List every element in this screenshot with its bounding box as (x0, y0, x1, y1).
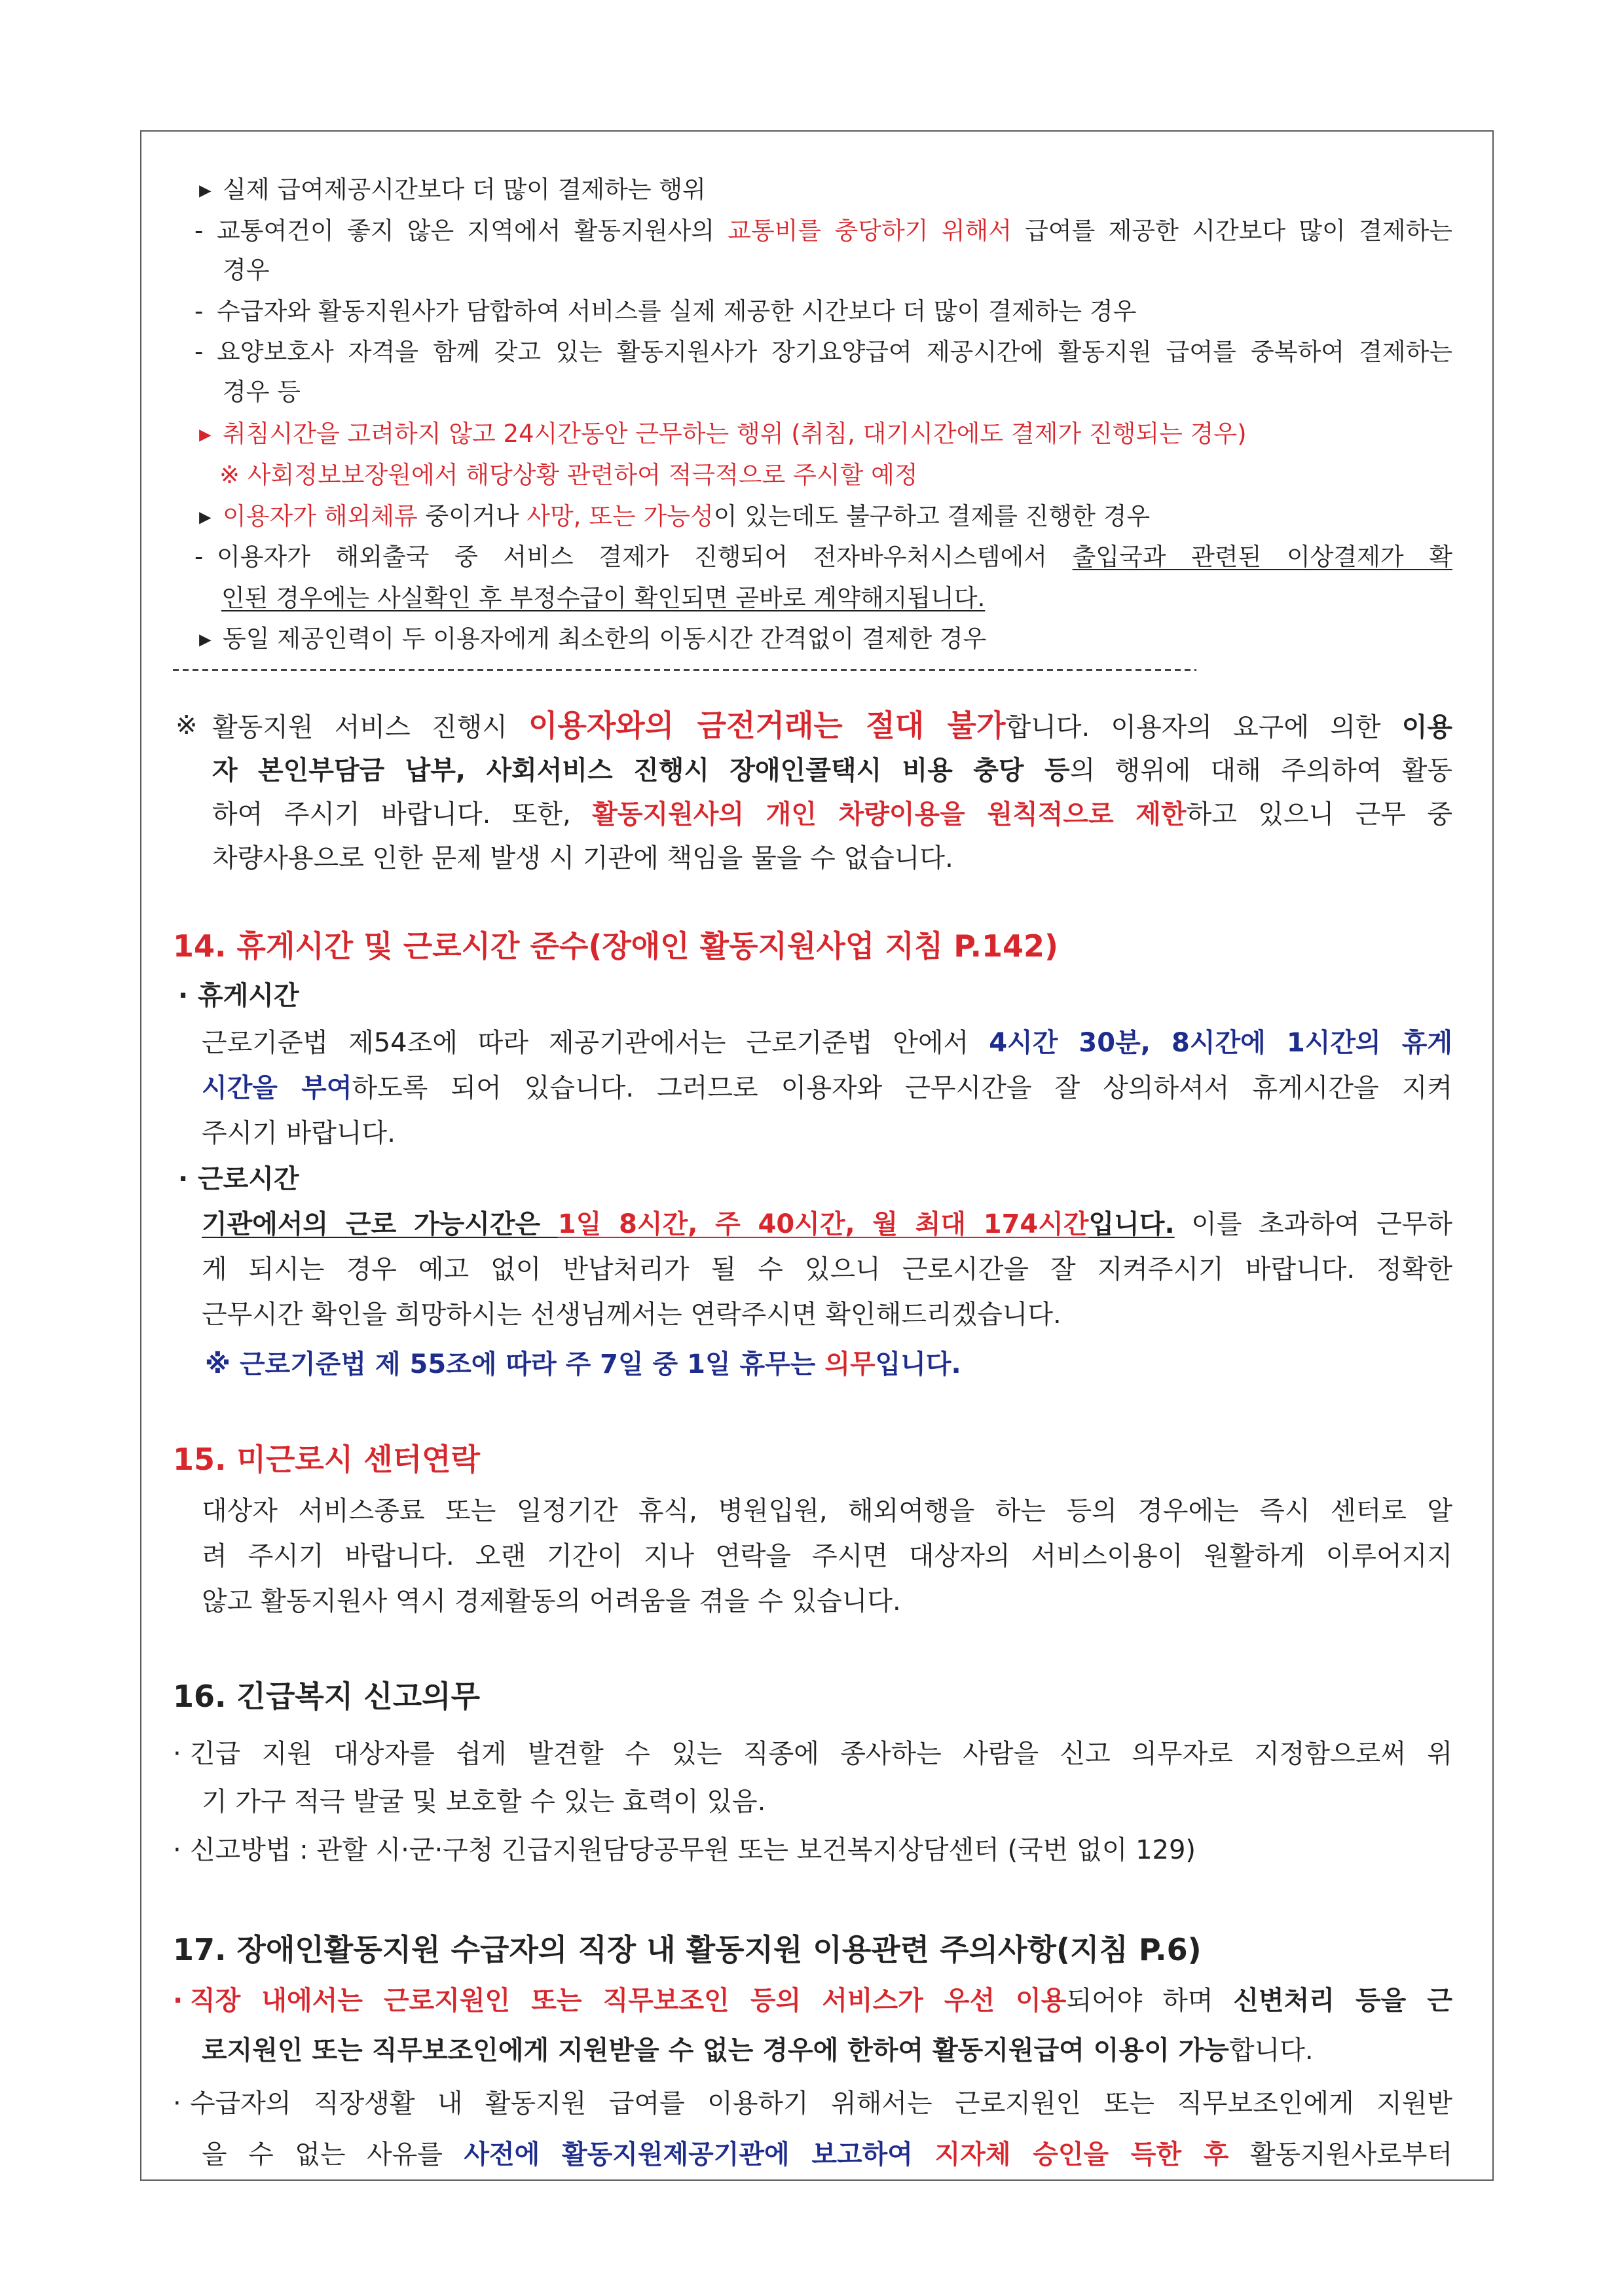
section-17-item-line (173, 1982, 1452, 2019)
text-run: 수급자의 직장생활 내 활동지원 급여를 이용하기 위해서는 근로지원인 또는 직무보조인에게 지원받 (190, 2088, 1452, 2119)
text-run: 16. 긴급복지 신고의무 (173, 1679, 481, 1714)
break-time-label (178, 977, 299, 1014)
bullet-marker: - (194, 543, 204, 571)
section-16-item-line (173, 1736, 1452, 1772)
text-run: 14. 휴게시간 및 근로시간 준수(장애인 활동지원사업 지침 P.142) (173, 928, 1058, 964)
text-run: 4시간 30분, 8시간에 1시간의 휴게 (989, 1028, 1452, 1058)
text-run: 이를 초과하여 근무하 (1174, 1209, 1452, 1239)
bullet-marker: ▸ (199, 175, 212, 204)
bullet-marker: · (178, 981, 189, 1011)
text-run: 17. 장애인활동지원 수급자의 직장 내 활동지원 이용관련 주의사항(지침 P.6) (173, 1932, 1202, 1967)
text-run: 이 있는데도 불구하고 결제를 진행한 경우 (713, 502, 1151, 530)
text-run: 신고방법 : 관할 시·군·구청 긴급지원담당공무원 또는 보건복지상담센터 (국번 없이 129) (190, 1835, 1196, 1865)
text-run: 사전에 활동지원제공기관에 보고하여 (464, 2140, 935, 2170)
text-run: 하고 있으니 근무 중 (1186, 799, 1452, 829)
section-17-heading (173, 1930, 1202, 1969)
section-16-item-line (202, 1783, 766, 1820)
text-run: 합니다. (1228, 2035, 1314, 2066)
text-run: 취침시간을 고려하지 않고 24시간동안 근무하는 행위 (취침, 대기시간에도 결제가 진행되는 경우) (223, 420, 1247, 448)
text-run: 차량사용으로 인한 문제 발생 시 기관에 책임을 물을 수 없습니다. (212, 843, 953, 873)
bullet-marker: · (178, 1164, 189, 1194)
text-run: 하도록 되어 있습니다. 그러므로 이용자와 근무시간을 잘 상의하셔서 휴게시간을 지켜 (352, 1073, 1452, 1103)
bullet-marker: - (194, 338, 204, 366)
text-run: 되어야 하며 (1066, 1986, 1234, 2016)
work-hours-label (178, 1161, 299, 1197)
text-run: 교통여건이 좋지 않은 지역에서 활동지원사의 (217, 217, 728, 245)
text-run: 근로기준법 제54조에 따라 제공기관에서는 근로기준법 안에서 (202, 1028, 989, 1058)
text-run: 이용자와의 금전거래는 절대 불가 (528, 708, 1006, 743)
text-run: 대상자 서비스종료 또는 일정기간 휴식, 병원입원, 해외여행을 하는 등의 경우에는 즉시 센터로 알 (202, 1496, 1452, 1526)
text-run: 자 본인부담금 납부, 사회서비스 진행시 장애인콜택시 비용 충당 등 (212, 756, 1070, 786)
text-run: 입니다. (875, 1349, 961, 1379)
text-run: 주시기 바랍니다. (202, 1118, 396, 1148)
text-run: 근로시간 (198, 1164, 299, 1194)
text-run: 이용자가 해외체류 (223, 502, 418, 530)
section-15-body-line (202, 1493, 1452, 1529)
text-run: 기관에서의 근로 가능시간은 (202, 1209, 558, 1239)
break-time-body-line (202, 1115, 396, 1152)
bullet-marker: · (173, 1986, 183, 2016)
work-hours-body-line (202, 1251, 1452, 1288)
text-run: 합니다. 이용자의 요구에 의한 (1005, 712, 1402, 742)
bullet-marker: · (173, 1739, 181, 1769)
bullet-marker: ▸ (199, 502, 212, 530)
text-run: 급여를 제공한 시간보다 많이 결제하는 (1011, 217, 1452, 245)
section-16-item-line (173, 1832, 1196, 1868)
bullet-marker: ※ (175, 710, 198, 740)
text-run: 지자체 승인을 득한 후 (934, 2140, 1229, 2170)
work-hours-note (205, 1346, 961, 1383)
fraud-example-line (194, 540, 1452, 574)
text-run: 을 수 없는 사유를 (202, 2140, 464, 2170)
section-17-item-line (173, 2085, 1452, 2122)
fraud-example-note (219, 458, 918, 492)
text-run: 중이거나 (417, 502, 527, 530)
bullet-marker: - (194, 217, 204, 245)
text-run: 휴게시간 (198, 981, 299, 1011)
fraud-example-line (194, 214, 1452, 248)
text-run: 직장 내에서는 근로지원인 또는 직무보조인 등의 서비스가 우선 이용 (190, 1986, 1067, 2016)
work-hours-body-line (202, 1296, 1061, 1333)
section-14-heading (173, 926, 1058, 966)
text-run: 사망, 또는 가능성 (526, 502, 714, 530)
text-run: 기 가구 적극 발굴 및 보호할 수 있는 효력이 있음. (202, 1787, 766, 1817)
text-run: 실제 급여제공시간보다 더 많이 결제하는 행위 (223, 175, 706, 204)
text-run: 근무시간 확인을 희망하시는 선생님께서는 연락주시면 확인해드리겠습니다. (202, 1300, 1061, 1330)
cash-notice-line (212, 796, 1452, 833)
text-run: 15. 미근로시 센터연락 (173, 1442, 481, 1477)
text-run: 않고 활동지원사 역시 경제활동의 어려움을 겪을 수 있습니다. (202, 1586, 901, 1616)
fraud-example-line (199, 622, 987, 656)
text-run: 이용자가 해외출국 중 서비스 결제가 진행되어 전자바우처시스템에서 (217, 543, 1073, 571)
text-run: 이용 (1401, 712, 1452, 742)
cash-notice-line (212, 840, 953, 877)
fraud-example-line (194, 295, 1137, 329)
text-run: 수급자와 활동지원사가 담합하여 서비스를 실제 제공한 시간보다 더 많이 결제하는 경우 (217, 297, 1137, 325)
bullet-marker: · (173, 2088, 181, 2119)
text-run: 려 주시기 바랍니다. 오랜 기간이 지나 연락을 주시면 대상자의 서비스이용이 원활하게 이루어지지 (202, 1541, 1452, 1571)
fraud-example-line (199, 500, 1151, 534)
text-run: 게 되시는 경우 예고 없이 반납처리가 될 수 있으니 근로시간을 잘 지켜주시기 바랍니다. 정확한 (202, 1254, 1452, 1285)
cash-notice-line (175, 707, 1452, 744)
bullet-marker: · (173, 1835, 181, 1865)
break-time-body-line (202, 1025, 1452, 1061)
break-time-body-line (202, 1070, 1452, 1106)
text-run: 긴급 지원 대상자를 쉽게 발견할 수 있는 직종에 종사하는 사람을 신고 의무자로 지정함으로써 위 (190, 1739, 1452, 1769)
section-17-item-line (202, 2136, 1452, 2173)
text-run: 경우 (223, 256, 270, 284)
text-run: 인된 경우에는 사실확인 후 부정수급이 확인되면 곧바로 계약해지됩니다. (221, 584, 986, 612)
text-run: 시간을 부여 (202, 1073, 352, 1103)
fraud-example-line (199, 173, 706, 207)
section-16-heading (173, 1677, 480, 1716)
section-15-body-line (202, 1538, 1452, 1575)
fraud-example-line (199, 417, 1247, 451)
text-run: 의 행위에 대해 주의하여 활동 (1069, 756, 1452, 786)
text-run: 동일 제공인력이 두 이용자에게 최소한의 이동시간 간격없이 결제한 경우 (223, 625, 987, 653)
fraud-example-line (223, 253, 269, 287)
text-run: 신변처리 등을 근 (1233, 1986, 1452, 2016)
section-15-heading (173, 1440, 480, 1479)
section-15-body-line (202, 1583, 901, 1620)
text-run: 활동지원사의 개인 차량이용을 원칙적으로 제한 (592, 799, 1187, 829)
work-hours-body-line (202, 1206, 1452, 1243)
cash-notice-line (212, 752, 1452, 789)
text-run: 출입국과 관련된 이상결제가 확 (1072, 543, 1452, 571)
text-run: 입니다. (1088, 1209, 1175, 1239)
fraud-example-line (221, 581, 985, 615)
text-run: ※ 근로기준법 제 55조에 따라 주 7일 중 1일 휴무는 (205, 1349, 825, 1379)
text-run: 하여 주시기 바랍니다. 또한, (212, 799, 593, 829)
text-run: ※ 사회정보보장원에서 해당상황 관련하여 적극적으로 주시할 예정 (219, 461, 918, 489)
fraud-example-line (194, 335, 1452, 369)
text-run: 요양보호사 자격을 함께 갖고 있는 활동지원사가 장기요양급여 제공시간에 활동지원 급여를 중복하여 결제하는 (217, 338, 1452, 366)
bullet-marker: ▸ (199, 420, 212, 448)
text-run: 활동지원 서비스 진행시 (212, 712, 528, 742)
text-run: 경우 등 (223, 378, 301, 406)
text-run: 의무 (824, 1349, 876, 1379)
text-run: 로지원인 또는 직무보조인에게 지원받을 수 없는 경우에 한하여 활동지원급여 이용이 가능 (202, 2035, 1229, 2066)
text-run: 활동지원사로부터 (1228, 2140, 1452, 2170)
text-run: 1일 8시간, 주 40시간, 월 최대 174시간 (557, 1209, 1089, 1239)
fraud-example-line (223, 375, 301, 409)
bullet-marker: ▸ (199, 625, 212, 653)
dashed-separator (173, 669, 1196, 671)
text-run: 교통비를 충당하기 위해서 (728, 217, 1012, 245)
bullet-marker: - (194, 297, 204, 325)
section-17-item-line (202, 2032, 1314, 2069)
